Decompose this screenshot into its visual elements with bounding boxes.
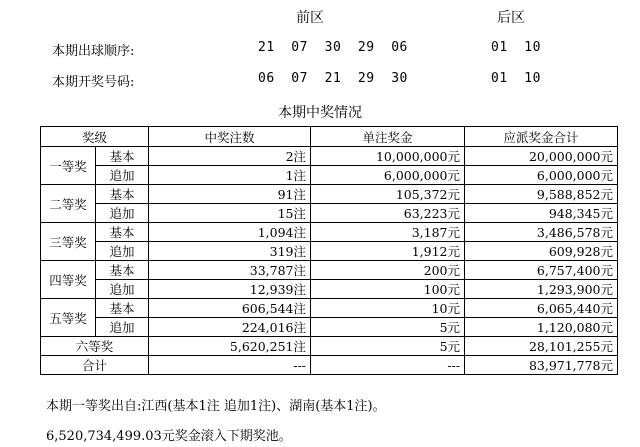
draw-order-front-numbers: 21 07 30 29 06 <box>258 40 408 55</box>
winner-count: 91注 <box>149 185 311 204</box>
single-prize: 10元 <box>311 299 465 318</box>
prize-total: 609,928元 <box>465 242 618 261</box>
total-prize: --- <box>311 356 465 375</box>
single-prize: 100元 <box>311 280 465 299</box>
prize-total: 28,101,255元 <box>465 337 618 356</box>
tier-name: 三等奖 <box>41 223 96 261</box>
table-row <box>41 337 618 356</box>
column-header-count: 中奖注数 <box>149 127 311 147</box>
draw-order-back-numbers: 01 10 <box>491 40 541 55</box>
winner-count: 224,016注 <box>149 318 311 337</box>
single-prize: 10,000,000元 <box>311 147 465 166</box>
total-label: 合计 <box>41 356 149 375</box>
winner-count: 33,787注 <box>149 261 311 280</box>
winner-count: 319注 <box>149 242 311 261</box>
tier-type: 基本 <box>96 147 149 166</box>
tier-name: 四等奖 <box>41 261 96 299</box>
winner-count: 12,939注 <box>149 280 311 299</box>
tier-type: 基本 <box>96 299 149 318</box>
tier-type: 基本 <box>96 223 149 242</box>
column-header-total: 应派奖金合计 <box>465 127 618 147</box>
winner-count: 1,094注 <box>149 223 311 242</box>
table-row <box>41 204 618 223</box>
prize-total: 1,120,080元 <box>465 318 618 337</box>
draw-order-label: 本期出球顺序: <box>52 44 135 59</box>
winner-count: 2注 <box>149 147 311 166</box>
back-zone-header: 后区 <box>497 10 525 26</box>
table-row <box>41 280 618 299</box>
single-prize: 5元 <box>311 318 465 337</box>
prize-total: 3,486,578元 <box>465 223 618 242</box>
table-row <box>41 318 618 337</box>
tier-type: 追加 <box>96 280 149 299</box>
table-row <box>41 223 618 242</box>
tier-name: 二等奖 <box>41 185 96 223</box>
winner-count: 5,620,251注 <box>149 337 311 356</box>
prize-total: 6,065,440元 <box>465 299 618 318</box>
single-prize: 63,223元 <box>311 204 465 223</box>
tier-type: 追加 <box>96 318 149 337</box>
prize-total: 9,588,852元 <box>465 185 618 204</box>
single-prize: 3,187元 <box>311 223 465 242</box>
winning-back-numbers: 01 10 <box>491 71 541 86</box>
tier-name: 六等奖 <box>41 337 149 356</box>
table-total-row <box>41 356 618 375</box>
tier-type: 基本 <box>96 261 149 280</box>
grand-total: 83,971,778元 <box>465 356 618 375</box>
tier-name: 五等奖 <box>41 299 96 337</box>
winner-count: 606,544注 <box>149 299 311 318</box>
first-prize-origin-note: 本期一等奖出自:江西(基本1注 追加1注)、湖南(基本1注)。 <box>46 399 386 414</box>
single-prize: 6,000,000元 <box>311 166 465 185</box>
prize-table-title: 本期中奖情况 <box>278 105 362 121</box>
prize-total: 1,293,900元 <box>465 280 618 299</box>
tier-type: 追加 <box>96 166 149 185</box>
winner-count: 1注 <box>149 166 311 185</box>
front-zone-header: 前区 <box>296 10 324 26</box>
tier-type: 基本 <box>96 185 149 204</box>
single-prize: 200元 <box>311 261 465 280</box>
column-header-level: 奖级 <box>41 127 149 147</box>
tier-type: 追加 <box>96 242 149 261</box>
rollover-note: 6,520,734,499.03元奖金滚入下期奖池。 <box>46 429 292 444</box>
tier-type: 追加 <box>96 204 149 223</box>
table-row <box>41 147 618 166</box>
winning-numbers-label: 本期开奖号码: <box>52 75 135 90</box>
tier-name: 一等奖 <box>41 147 96 185</box>
table-row <box>41 185 618 204</box>
table-row <box>41 299 618 318</box>
column-header-prize: 单注奖金 <box>311 127 465 147</box>
table-row <box>41 261 618 280</box>
winning-front-numbers: 06 07 21 29 30 <box>258 71 408 86</box>
prize-total: 6,757,400元 <box>465 261 618 280</box>
prize-total: 20,000,000元 <box>465 147 618 166</box>
prize-table <box>40 126 618 375</box>
total-count: --- <box>149 356 311 375</box>
single-prize: 105,372元 <box>311 185 465 204</box>
table-row <box>41 166 618 185</box>
single-prize: 1,912元 <box>311 242 465 261</box>
prize-total: 948,345元 <box>465 204 618 223</box>
single-prize: 5元 <box>311 337 465 356</box>
table-row <box>41 242 618 261</box>
table-header-row <box>41 127 618 147</box>
prize-total: 6,000,000元 <box>465 166 618 185</box>
winner-count: 15注 <box>149 204 311 223</box>
